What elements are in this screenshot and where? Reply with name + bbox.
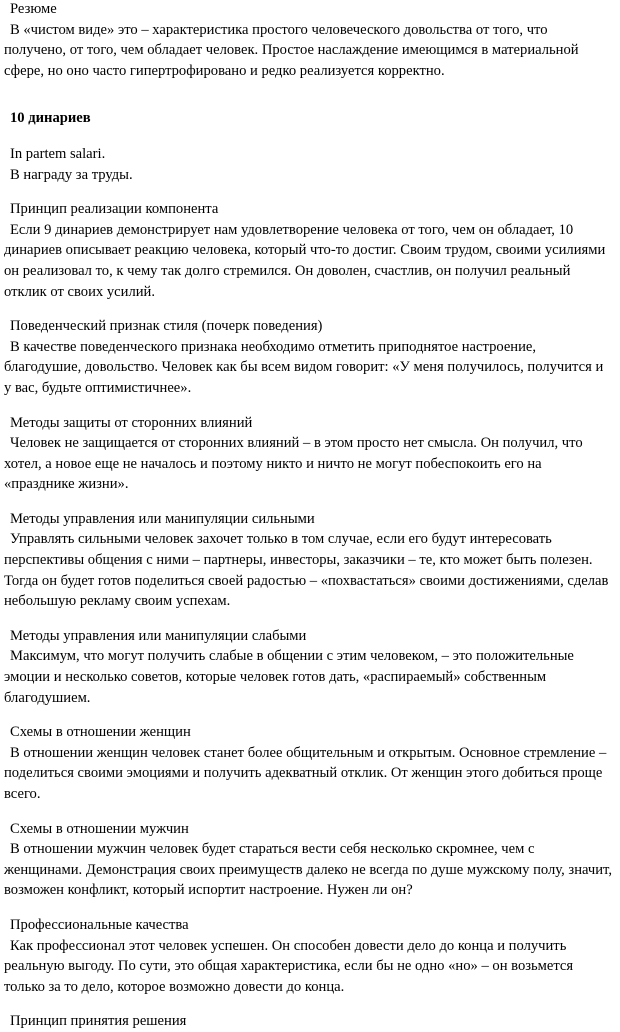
latin-motto [4,144,613,185]
section-implementation [4,199,613,302]
section-text: Человек не защищается от сторонних влияний – в этом просто нет смысла. Он получил, что хотел, а новое еще не началось и поэтому никто и ничто не могут побеспокоить его на «празднике жизни». [4,435,583,493]
section-heading: Схемы в отношении женщин [10,724,191,741]
section-decision [4,1011,613,1032]
section-behavior [4,316,613,398]
section-title: 10 динариев [10,110,91,127]
section-text: Максимум, что могут получить слабые в общении с этим человеком, – это положительные эмоции и несколько советов, которые человек готов дать, «распираемый» собственным благодушием. [4,648,574,706]
section-text: В отношении мужчин человек будет стараться вести себя несколько скромнее, чем с женщинами. Демонстрация своих преимуществ далеко не всегда по душе мужскому полу, значит, возможен конфликт, который испортит настроение. Нужен ли он? [4,841,612,899]
section-text: В отношении женщин человек станет более общительным и открытым. Основное стремление – поделиться своими эмоциями и получить адекватный отклик. От женщин этого добиться проще всего. [4,744,607,802]
section-heading: Принцип принятия решения [10,1013,187,1030]
section-text: Как профессионал этот человек успешен. Он способен довести дело до конца и получить реальную выгоду. По сути, это общая характеристика, если бы не одно «но» – он возьмется только за то дело, которое возможно довести до конца. [4,937,574,995]
resume-heading: Резюме [10,1,57,17]
section-professional [4,915,613,997]
section-heading: Схемы в отношении мужчин [10,820,189,837]
section-text: Управлять сильными человек захочет только в том случае, если его будут интересовать перспективы общения с ними – партнеры, инвесторы, заказчики – те, кто может быть полезен. Тогда он будет готов поделиться своей радостью – «похвастаться» своими достижениями, сделав небольшую рекламу своим успехам. [4,531,609,610]
latin-translation: В награду за труды. [10,166,133,183]
section-men [4,819,613,901]
resume-text: В «чистом виде» это – характеристика простого человеческого довольства от того, что получено, от того, чем обладает человек. Простое наслаждение имеющимся в материальной сфере, но оно часто гипертрофировано и редко реализуется корректно. [4,21,579,79]
section-heading: Поведенческий признак стиля (почерк поведения) [10,318,323,335]
section-heading: Методы защиты от сторонних влияний [10,414,253,431]
latin-line: In partem salari. [10,145,106,162]
section-text: В качестве поведенческого признака необходимо отметить приподнятое настроение, благодушие, довольство. Человек как бы всем видом говорит: «У меня получилось, получится и у вас, будьте оптимистичнее». [4,338,604,396]
section-manage-strong [4,509,613,612]
section-heading: Профессиональные качества [10,916,189,933]
section-text: Если 9 динариев демонстрирует нам удовлетворение человека от того, чем он обладает, 10 динариев описывает реакцию человека, который что-то достиг. Своим трудом, своими усилиями он реализовал то, к чему так долго стремился. Он доволен, счастлив, он получил реальный отклик от своих усилий. [4,221,606,300]
section-heading: Методы управления или манипуляции слабыми [10,627,307,644]
section-protection [4,413,613,495]
section-women [4,722,613,804]
section-heading: Принцип реализации компонента [10,201,219,218]
section-manage-weak [4,626,613,708]
section-heading: Методы управления или манипуляции сильными [10,510,315,527]
resume-section [4,0,613,81]
